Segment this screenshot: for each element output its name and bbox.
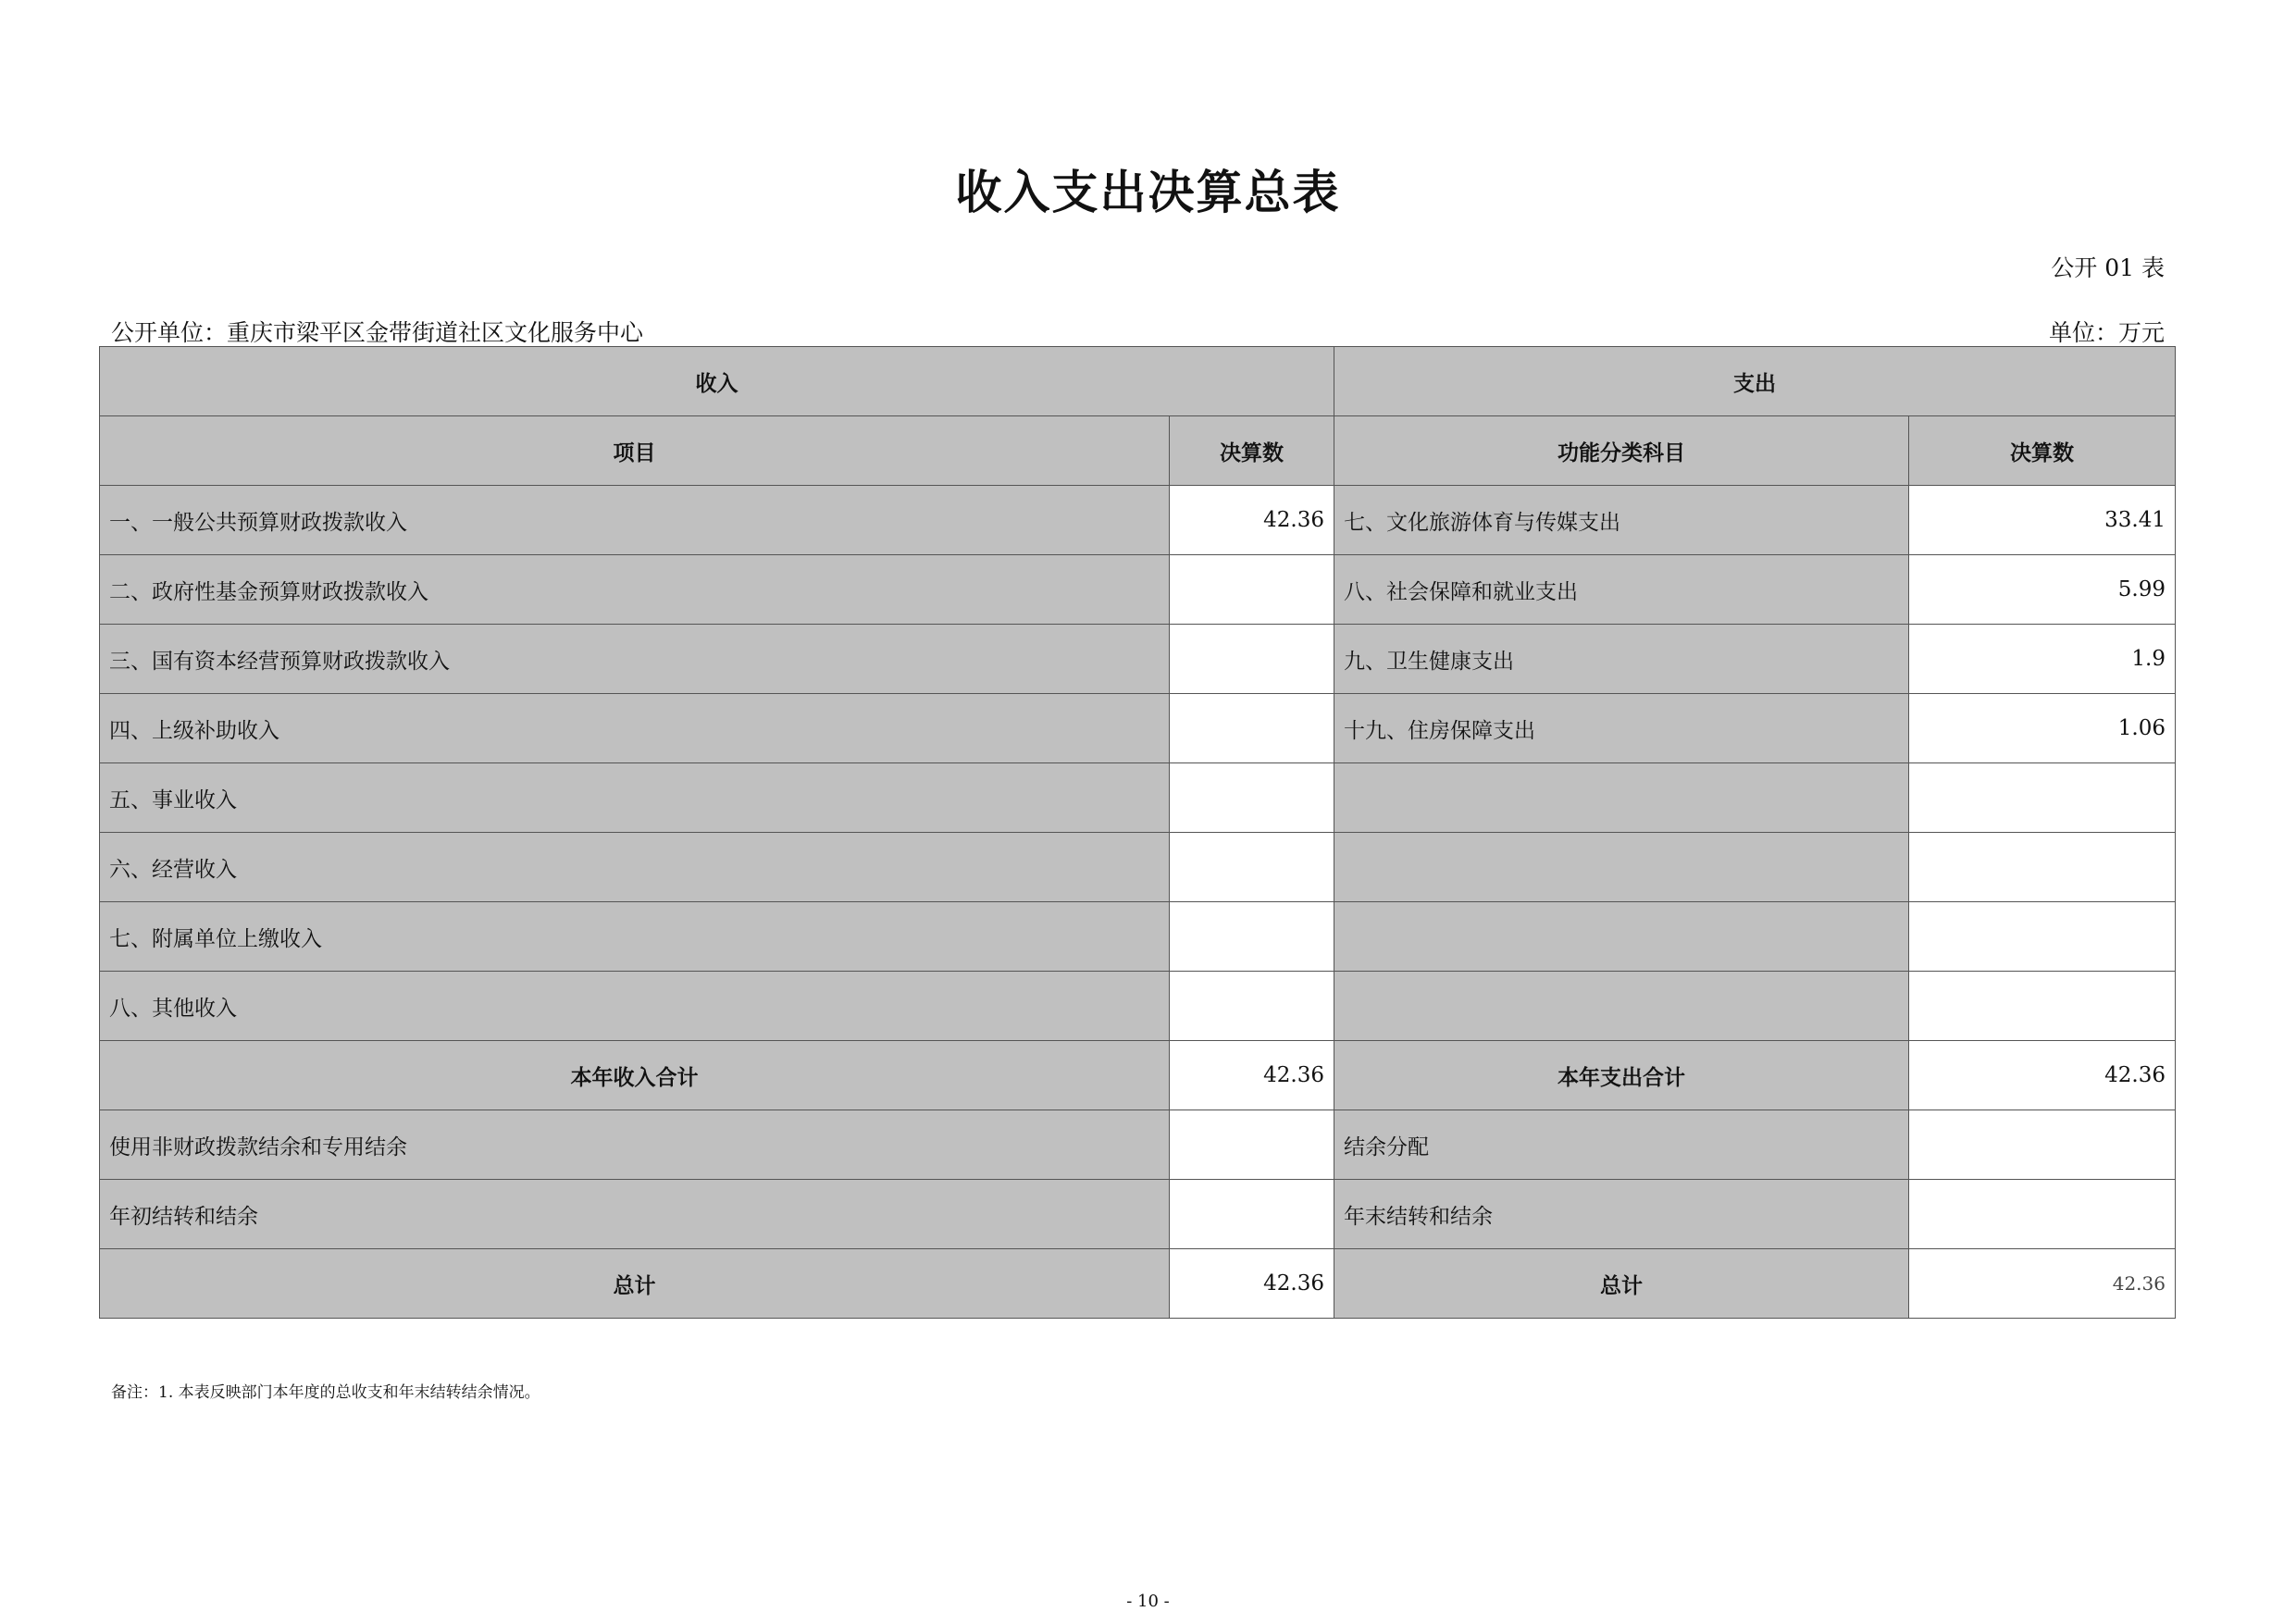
expense-amount	[1909, 902, 2176, 972]
grand-total-label-expense: 总计	[1334, 1249, 1909, 1319]
expense-amount: 1.9	[1909, 625, 2176, 694]
income-amount: 42.36	[1170, 486, 1334, 555]
column-header-row	[100, 416, 2176, 486]
table-row	[100, 1110, 2176, 1180]
expense-amount: 1.06	[1909, 694, 2176, 763]
income-item: 一、一般公共预算财政拨款收入	[100, 486, 1170, 555]
reporting-unit: 公开单位：重庆市梁平区金带街道社区文化服务中心	[111, 319, 644, 346]
budget-summary-table	[99, 346, 2176, 1319]
expense-item: 九、卫生健康支出	[1334, 625, 1909, 694]
beginning-balance-value	[1170, 1180, 1334, 1249]
income-item: 三、国有资本经营预算财政拨款收入	[100, 625, 1170, 694]
form-number: 公开 01 表	[2051, 254, 2165, 281]
beginning-balance-label: 年初结转和结余	[100, 1180, 1170, 1249]
table-row	[100, 972, 2176, 1041]
expense-item: 八、社会保障和就业支出	[1334, 555, 1909, 625]
income-amount	[1170, 625, 1334, 694]
expense-item	[1334, 902, 1909, 972]
page-number: - 10 -	[1126, 1592, 1170, 1611]
income-amount	[1170, 902, 1334, 972]
table-row	[100, 694, 2176, 763]
income-amount	[1170, 763, 1334, 833]
table-row	[100, 625, 2176, 694]
income-amount	[1170, 694, 1334, 763]
col-header-function: 功能分类科目	[1334, 416, 1909, 486]
table-row	[100, 833, 2176, 902]
expense-amount	[1909, 763, 2176, 833]
income-item: 五、事业收入	[100, 763, 1170, 833]
income-amount	[1170, 972, 1334, 1041]
grand-total-row	[100, 1249, 2176, 1319]
income-amount	[1170, 833, 1334, 902]
ending-balance-label: 年末结转和结余	[1334, 1180, 1909, 1249]
income-item: 七、附属单位上缴收入	[100, 902, 1170, 972]
expense-item	[1334, 972, 1909, 1041]
annual-total-row	[100, 1041, 2176, 1110]
income-item: 八、其他收入	[100, 972, 1170, 1041]
col-header-item: 项目	[100, 416, 1170, 486]
nonfiscal-surplus-label: 使用非财政拨款结余和专用结余	[100, 1110, 1170, 1180]
col-header-amount: 决算数	[1170, 416, 1334, 486]
table-row	[100, 1180, 2176, 1249]
table-row	[100, 486, 2176, 555]
ending-balance-value	[1909, 1180, 2176, 1249]
currency-unit: 单位：万元	[2048, 319, 2165, 346]
table-row	[100, 763, 2176, 833]
income-amount	[1170, 555, 1334, 625]
income-item: 四、上级补助收入	[100, 694, 1170, 763]
total-income-value: 42.36	[1170, 1041, 1334, 1110]
expense-item: 七、文化旅游体育与传媒支出	[1334, 486, 1909, 555]
expense-amount	[1909, 833, 2176, 902]
table-row	[100, 555, 2176, 625]
table-row	[100, 902, 2176, 972]
col-header-amount2: 决算数	[1909, 416, 2176, 486]
section-header-row	[100, 347, 2176, 416]
total-expense-label: 本年支出合计	[1334, 1041, 1909, 1110]
footnote: 备注：1. 本表反映部门本年度的总收支和年末结转结余情况。	[111, 1383, 540, 1402]
expense-section-header: 支出	[1334, 347, 2176, 416]
surplus-distribution-value	[1909, 1110, 2176, 1180]
expense-item: 十九、住房保障支出	[1334, 694, 1909, 763]
income-item: 六、经营收入	[100, 833, 1170, 902]
surplus-distribution-label: 结余分配	[1334, 1110, 1909, 1180]
income-item: 二、政府性基金预算财政拨款收入	[100, 555, 1170, 625]
total-income-label: 本年收入合计	[100, 1041, 1170, 1110]
expense-amount	[1909, 972, 2176, 1041]
grand-total-label: 总计	[100, 1249, 1170, 1319]
expense-amount: 5.99	[1909, 555, 2176, 625]
grand-total-income: 42.36	[1170, 1249, 1334, 1319]
total-expense-value: 42.36	[1909, 1041, 2176, 1110]
expense-item	[1334, 833, 1909, 902]
nonfiscal-surplus-value	[1170, 1110, 1334, 1180]
grand-total-expense: 42.36	[1909, 1249, 2176, 1319]
income-section-header: 收入	[100, 347, 1334, 416]
expense-item	[1334, 763, 1909, 833]
expense-amount: 33.41	[1909, 486, 2176, 555]
page-title: 收入支出决算总表	[955, 166, 1341, 219]
